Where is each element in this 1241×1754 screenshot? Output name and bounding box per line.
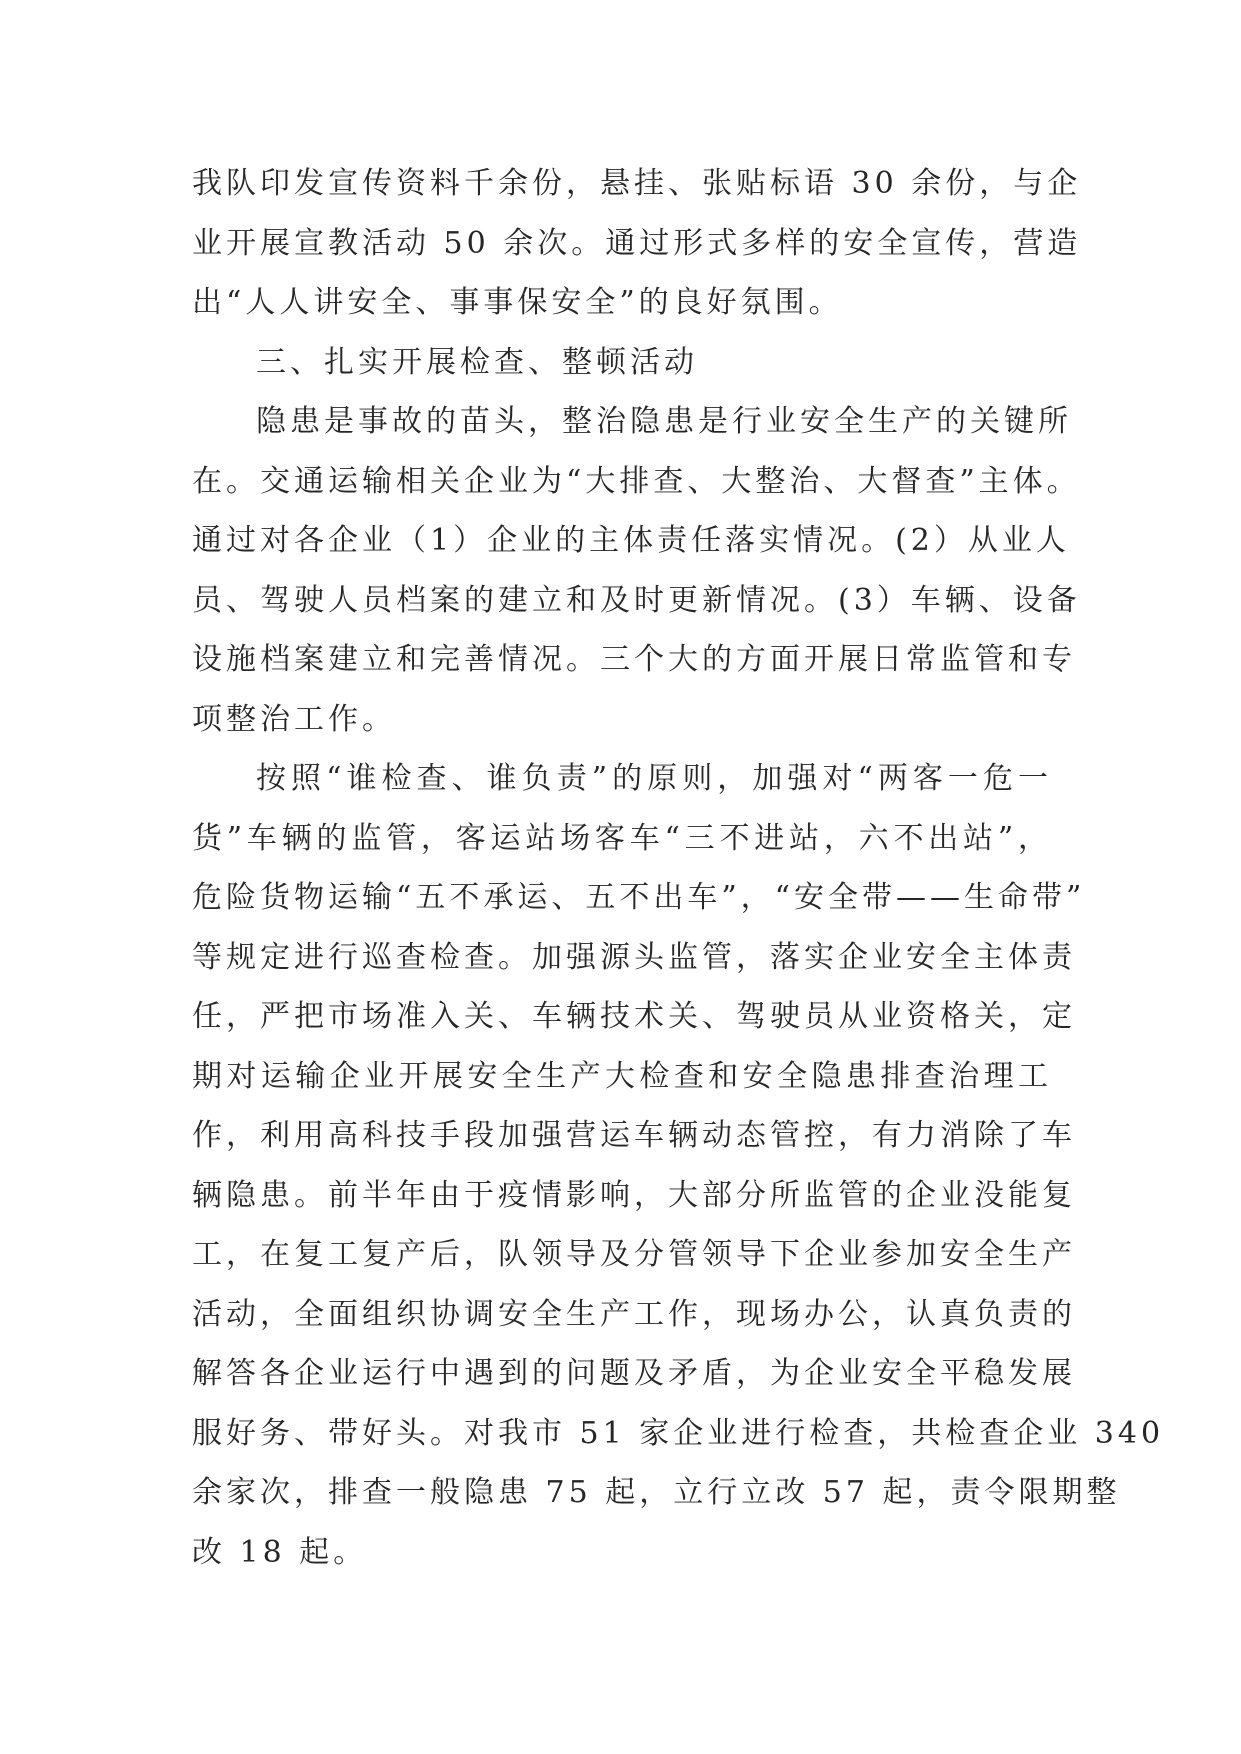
text-line: 活动，全面组织协调安全生产工作，现场办公，认真负责的 xyxy=(192,1296,1076,1332)
text-line: 解答各企业运行中遇到的问题及矛盾，为企业安全平稳发展 xyxy=(192,1356,1076,1391)
text-line: 工，在复工复产后，队领导及分管领导下企业参加安全生产 xyxy=(192,1237,1076,1272)
section-heading: 三、扎实开展检查、整顿活动 xyxy=(256,344,698,380)
text-line: 危险货物运输“五不承运、五不出车”，“安全带——生命带” xyxy=(192,880,1086,915)
text-line: 期对运输企业开展安全生产大检查和安全隐患排查治理工 xyxy=(192,1058,1052,1094)
text-line: 作，利用高科技手段加强营运车辆动态管控，有力消除了车 xyxy=(192,1118,1076,1153)
text-line: 我队印发宣传资料千余份，悬挂、张贴标语 30 余份，与企 xyxy=(192,166,1082,201)
text-line: 业开展宣教活动 50 余次。通过形式多样的安全宣传，营造 xyxy=(192,225,1082,261)
text-line: 设施档案建立和完善情况。三个大的方面开展日常监管和专 xyxy=(192,642,1076,677)
text-line: 任，严把市场准入关、车辆技术关、驾驶员从业资格关，定 xyxy=(192,999,1076,1034)
text-line: 改 18 起。 xyxy=(192,1534,368,1570)
text-line: 员、驾驶人员档案的建立和及时更新情况。(3）车辆、设备 xyxy=(192,582,1081,618)
text-line: 出“人人讲安全、事事保安全”的良好氛围。 xyxy=(192,285,843,320)
document-body xyxy=(192,154,1165,1582)
text-line: 项整治工作。 xyxy=(192,701,396,737)
text-line: 服好务、带好头。对我市 51 家企业进行检查，共检查企业 340 xyxy=(192,1415,1165,1451)
paragraph-first-line: 按照“谁检查、谁负责”的原则，加强对“两客一危一 xyxy=(256,761,1052,796)
text-line: 货”车辆的监管，客运站场客车“三不进站，六不出站”， xyxy=(192,820,1052,856)
text-line: 余家次，排查一般隐患 75 起，立行立改 57 起，责令限期整 xyxy=(192,1475,1121,1510)
text-line: 辆隐患。前半年由于疫情影响，大部分所监管的企业没能复 xyxy=(192,1177,1076,1213)
paragraph-first-line: 隐患是事故的苗头，整治隐患是行业安全生产的关键所 xyxy=(256,404,1072,439)
text-line: 等规定进行巡查检查。加强源头监管，落实企业安全主体责 xyxy=(192,939,1076,975)
text-line: 在。交通运输相关企业为“大排查、大整治、大督查”主体。 xyxy=(192,463,1081,499)
text-line: 通过对各企业（1）企业的主体责任落实情况。(2）从业人 xyxy=(192,523,1070,558)
